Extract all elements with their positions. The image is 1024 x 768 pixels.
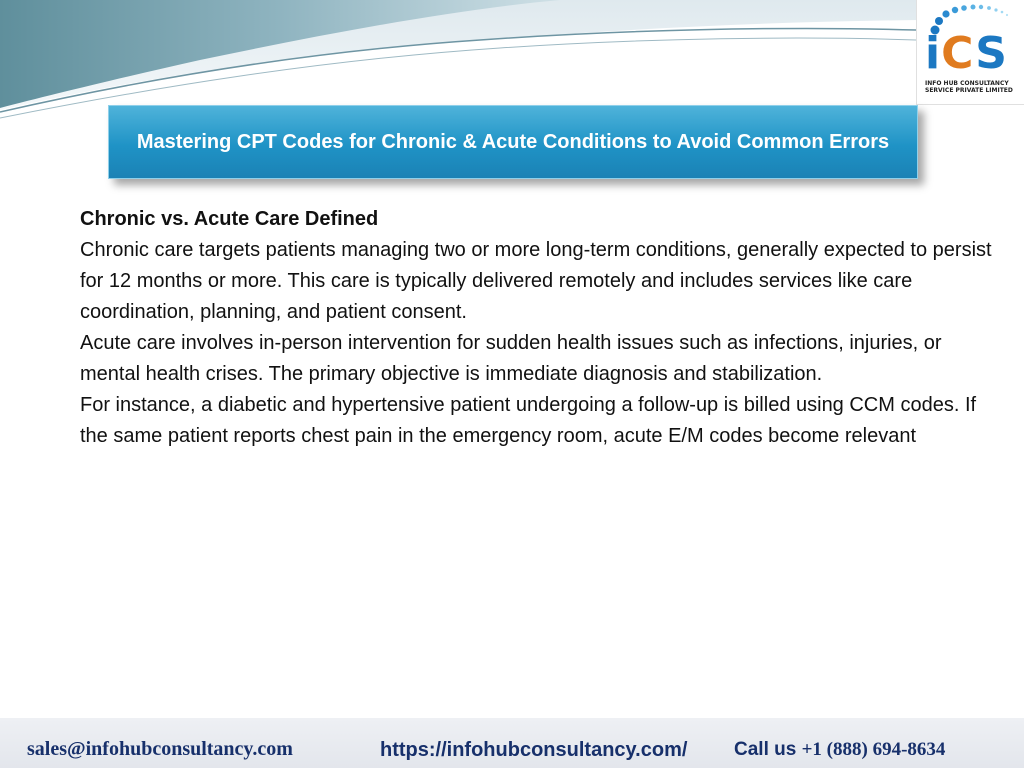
section-heading: Chronic vs. Acute Care Defined (80, 208, 379, 230)
title-banner (108, 105, 918, 179)
paragraph-acute: Acute care involves in-person intervention for sudden health issues such as infections, injuries, or mental health crises. The primary objective is immediate diagnosis and stabilization. (80, 332, 942, 385)
footer-website-link[interactable]: https://infohubconsultancy.com/ (380, 739, 688, 761)
logo-company-name: INFO HUB CONSULTANCY SERVICE PRIVATE LIMITED (925, 80, 1013, 94)
call-label: Call us (734, 739, 797, 760)
paragraph-example: For instance, a diabetic and hypertensive patient undergoing a follow-up is billed using CCM codes. If the same patient reports chest pain in the emergency room, acute E/M codes become relevant (80, 394, 977, 447)
content-body (80, 204, 995, 452)
phone-number: +1 (888) 694-8634 (801, 739, 946, 760)
company-logo (916, 0, 1024, 105)
page-title: Mastering CPT Codes for Chronic & Acute Conditions to Avoid Common Errors (136, 131, 890, 153)
paragraph-chronic: Chronic care targets patients managing two or more long-term conditions, generally expected to persist for 12 months or more. This care is typically delivered remotely and includes services like care coordination, planning, and patient consent. (80, 239, 992, 323)
footer-email-link[interactable]: sales@infohubconsultancy.com (27, 738, 293, 760)
logo-initials: iCS (925, 28, 1008, 79)
footer-phone[interactable] (734, 739, 945, 761)
